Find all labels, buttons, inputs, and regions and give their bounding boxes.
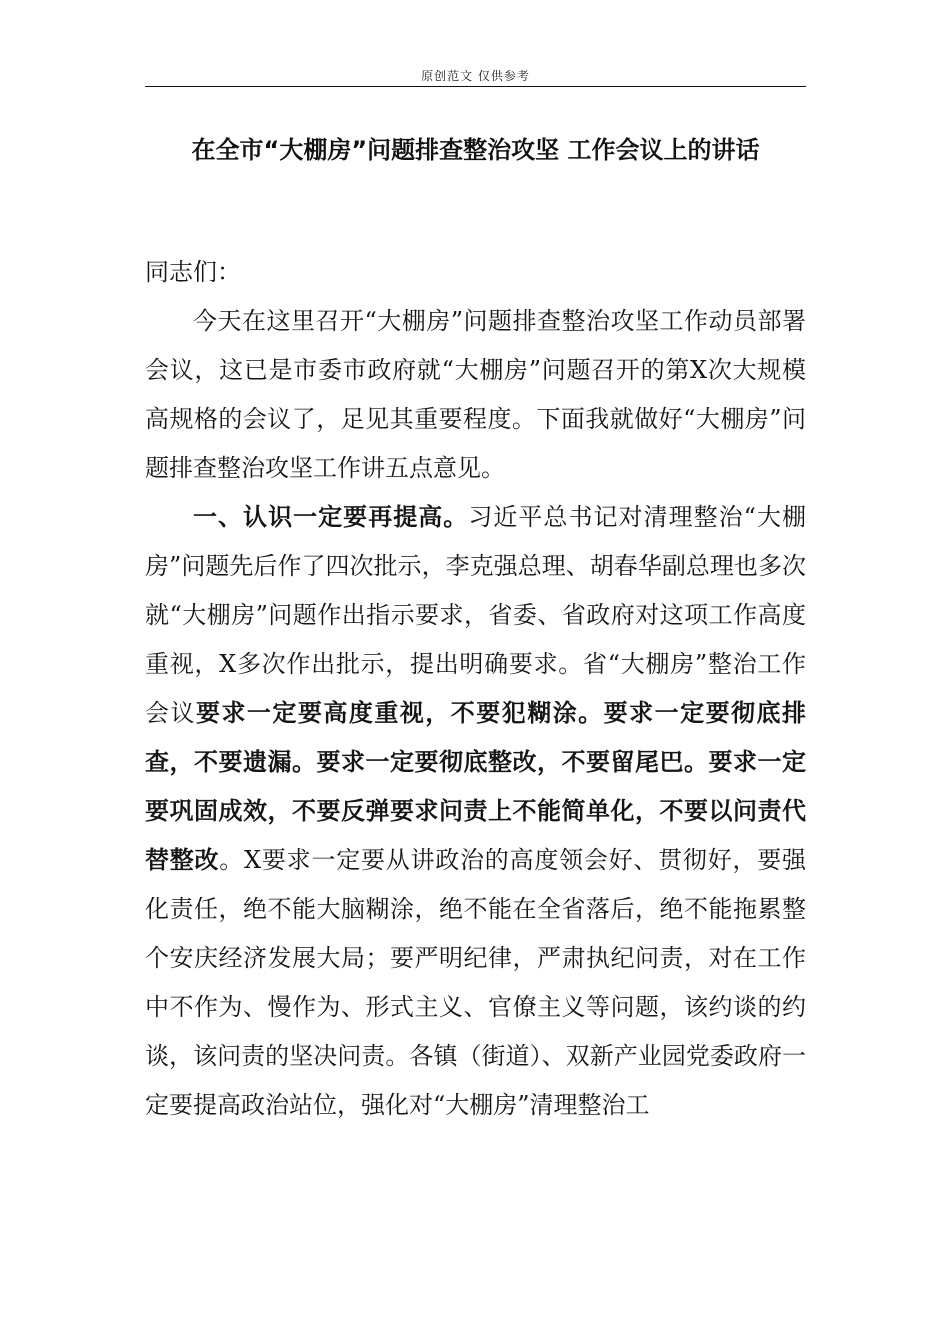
document-title: 在全市“大棚房”问题排查整治攻坚 工作会议上的讲话 — [191, 136, 760, 164]
salutation: 同志们： — [145, 258, 241, 286]
section-1-text-c: 。X要求一定要从讲政治的高度领会好、贯彻好，要强化责任，绝不能大脑糊涂，绝不能在全省落后，绝不能拖累整个安庆经济发展大局；要严明纪律，严肃执纪问责，对在工作中不作为、慢作为、形式主义、官僚主义等问题，该约谈的约谈，该问责的坚决问责。各镇（街道）、双新产业园党委政府一定要提高政治站位，强化对“大棚房”清理整治工 — [145, 846, 806, 1119]
document-body — [145, 248, 806, 1130]
paragraph-intro: 今天在这里召开“大棚房”问题排查整治攻坚工作动员部署会议，这已是市委市政府就“大棚房”问题召开的第X次大规模高规格的会议了，足见其重要程度。下面我就做好“大棚房”问题排查整治攻坚工作讲五点意见。 — [145, 307, 806, 482]
page-header: 原创范文 仅供参考 — [421, 69, 530, 83]
paragraph-section-1 — [145, 493, 806, 1130]
header-divider — [145, 86, 806, 87]
section-1-text-a: 习近平总书记对清理整治“大棚房”问题先后作了四次批示，李克强总理、胡春华副总理也多次就“大棚房”问题作出指示要求，省委、省政府对这项工作高度重视，X多次作出批示，提出明确要求。省“大棚房”整治工作会议 — [145, 503, 807, 727]
section-1-bold-requirements: 要求一定要高度重视，不要犯糊涂。要求一定要彻底排查，不要遗漏。要求一定要彻底整改，不要留尾巴。要求一定要巩固成效，不要反弹要求问责上不能简单化，不要以问责代替整改 — [145, 699, 807, 874]
section-1-heading: 一、认识一定要再提高。 — [193, 503, 469, 531]
